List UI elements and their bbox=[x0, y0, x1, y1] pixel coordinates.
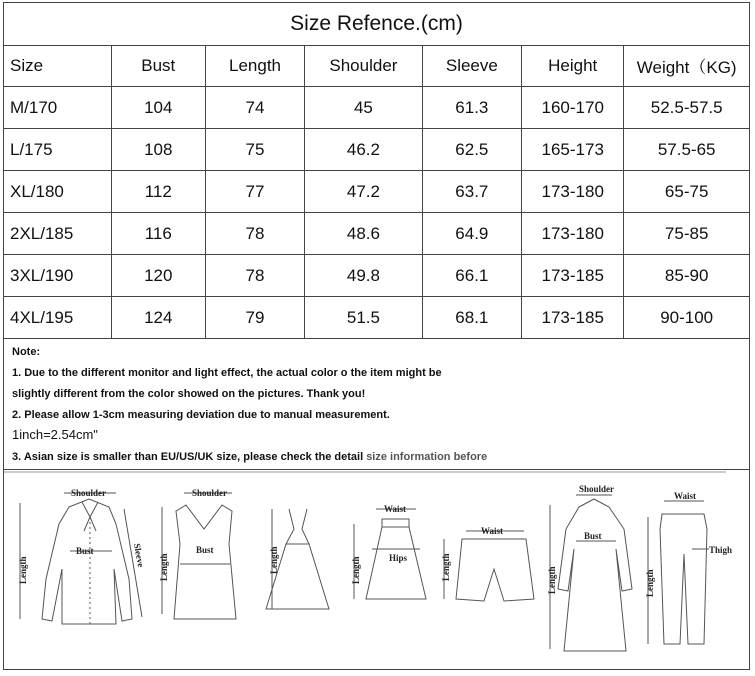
table-cell: XL/180 bbox=[4, 171, 111, 213]
coat-diagram bbox=[547, 484, 632, 651]
vest-bust-label: Bust bbox=[196, 545, 214, 555]
table-cell: 62.5 bbox=[422, 129, 521, 171]
notes-section bbox=[4, 341, 749, 470]
shirt-bust-label: Bust bbox=[76, 546, 94, 556]
pants-length-label: Length bbox=[645, 569, 655, 597]
table-cell: 2XL/185 bbox=[4, 213, 111, 255]
column-header: Length bbox=[205, 45, 304, 87]
column-header: Height bbox=[522, 45, 624, 87]
size-table bbox=[4, 45, 749, 339]
vest-shoulder-label: Shoulder bbox=[192, 488, 228, 498]
note-1-continued: slightly different from the color showed on the pictures. Thank you! bbox=[12, 388, 366, 400]
table-cell: 79 bbox=[205, 297, 304, 339]
note-inch: 1inch=2.54cm" bbox=[12, 427, 98, 442]
table-cell: 90-100 bbox=[624, 297, 749, 339]
column-header: Weight（KG) bbox=[624, 45, 749, 87]
table-cell: 57.5-65 bbox=[624, 129, 749, 171]
shorts-waist-label: Waist bbox=[481, 526, 504, 536]
table-cell: 75-85 bbox=[624, 213, 749, 255]
skirt-diagram bbox=[351, 504, 426, 599]
table-cell: 120 bbox=[111, 255, 205, 297]
table-cell: 48.6 bbox=[305, 213, 422, 255]
shirt-sleeve-label: Sleeve bbox=[132, 542, 147, 568]
column-header: Bust bbox=[111, 45, 205, 87]
table-cell: 47.2 bbox=[305, 171, 422, 213]
table-cell: 78 bbox=[205, 255, 304, 297]
shirt-diagram bbox=[18, 488, 146, 624]
size-chart bbox=[3, 2, 750, 670]
shirt-length-label: Length bbox=[18, 556, 28, 584]
table-cell: L/175 bbox=[4, 129, 111, 171]
coat-bust-label: Bust bbox=[584, 531, 602, 541]
table-cell: 61.3 bbox=[422, 87, 521, 129]
table-cell: 112 bbox=[111, 171, 205, 213]
shirt-shoulder-label: Shoulder bbox=[71, 488, 107, 498]
table-cell: 165-173 bbox=[522, 129, 624, 171]
table-cell: 65-75 bbox=[624, 171, 749, 213]
table-cell: 160-170 bbox=[522, 87, 624, 129]
table-cell: 124 bbox=[111, 297, 205, 339]
table-cell: 4XL/195 bbox=[4, 297, 111, 339]
garment-diagrams bbox=[4, 469, 749, 669]
table-row bbox=[4, 255, 749, 297]
vest-diagram bbox=[159, 488, 236, 619]
pants-waist-label: Waist bbox=[674, 491, 697, 501]
coat-length-label: Length bbox=[547, 566, 557, 594]
note-1: 1. Due to the different monitor and light effect, the actual color o the item might be bbox=[12, 367, 442, 379]
table-cell: M/170 bbox=[4, 87, 111, 129]
table-cell: 173-185 bbox=[522, 297, 624, 339]
table-row bbox=[4, 171, 749, 213]
shorts-length-label: Length bbox=[441, 553, 451, 581]
vest-length-label: Length bbox=[159, 553, 169, 581]
chart-title: Size Refence.(cm) bbox=[4, 3, 749, 46]
table-cell: 66.1 bbox=[422, 255, 521, 297]
skirt-length-label: Length bbox=[351, 556, 361, 584]
pants-diagram bbox=[645, 491, 732, 644]
table-cell: 108 bbox=[111, 129, 205, 171]
skirt-waist-label: Waist bbox=[384, 504, 407, 514]
note-3: 3. Asian size is smaller than EU/US/UK size, please check the detail size information before bbox=[12, 451, 488, 463]
dress-length-label: Length bbox=[269, 546, 279, 574]
table-cell: 78 bbox=[205, 213, 304, 255]
table-row bbox=[4, 297, 749, 339]
table-cell: 173-180 bbox=[522, 171, 624, 213]
dress-diagram bbox=[266, 509, 329, 609]
table-cell: 52.5-57.5 bbox=[624, 87, 749, 129]
table-cell: 68.1 bbox=[422, 297, 521, 339]
table-cell: 173-180 bbox=[522, 213, 624, 255]
column-header: Size bbox=[4, 45, 111, 87]
table-cell: 77 bbox=[205, 171, 304, 213]
table-cell: 45 bbox=[305, 87, 422, 129]
column-header: Sleeve bbox=[422, 45, 521, 87]
table-cell: 64.9 bbox=[422, 213, 521, 255]
table-cell: 173-185 bbox=[522, 255, 624, 297]
table-cell: 3XL/190 bbox=[4, 255, 111, 297]
table-row bbox=[4, 213, 749, 255]
table-row bbox=[4, 87, 749, 129]
coat-shoulder-label: Shoulder bbox=[579, 484, 615, 494]
note-3-grey: size information before bbox=[366, 451, 488, 463]
skirt-hips-label: Hips bbox=[389, 553, 408, 563]
table-cell: 116 bbox=[111, 213, 205, 255]
table-row bbox=[4, 129, 749, 171]
table-cell: 104 bbox=[111, 87, 205, 129]
table-cell: 51.5 bbox=[305, 297, 422, 339]
table-cell: 74 bbox=[205, 87, 304, 129]
note-2: 2. Please allow 1-3cm measuring deviation due to manual measurement. bbox=[12, 409, 390, 421]
pants-thigh-label: Thigh bbox=[709, 545, 733, 555]
table-header-row bbox=[4, 45, 749, 87]
table-cell: 85-90 bbox=[624, 255, 749, 297]
table-cell: 75 bbox=[205, 129, 304, 171]
shorts-diagram bbox=[441, 526, 534, 601]
table-cell: 63.7 bbox=[422, 171, 521, 213]
notes-heading: Note: bbox=[12, 346, 41, 358]
column-header: Shoulder bbox=[305, 45, 422, 87]
table-cell: 46.2 bbox=[305, 129, 422, 171]
table-cell: 49.8 bbox=[305, 255, 422, 297]
